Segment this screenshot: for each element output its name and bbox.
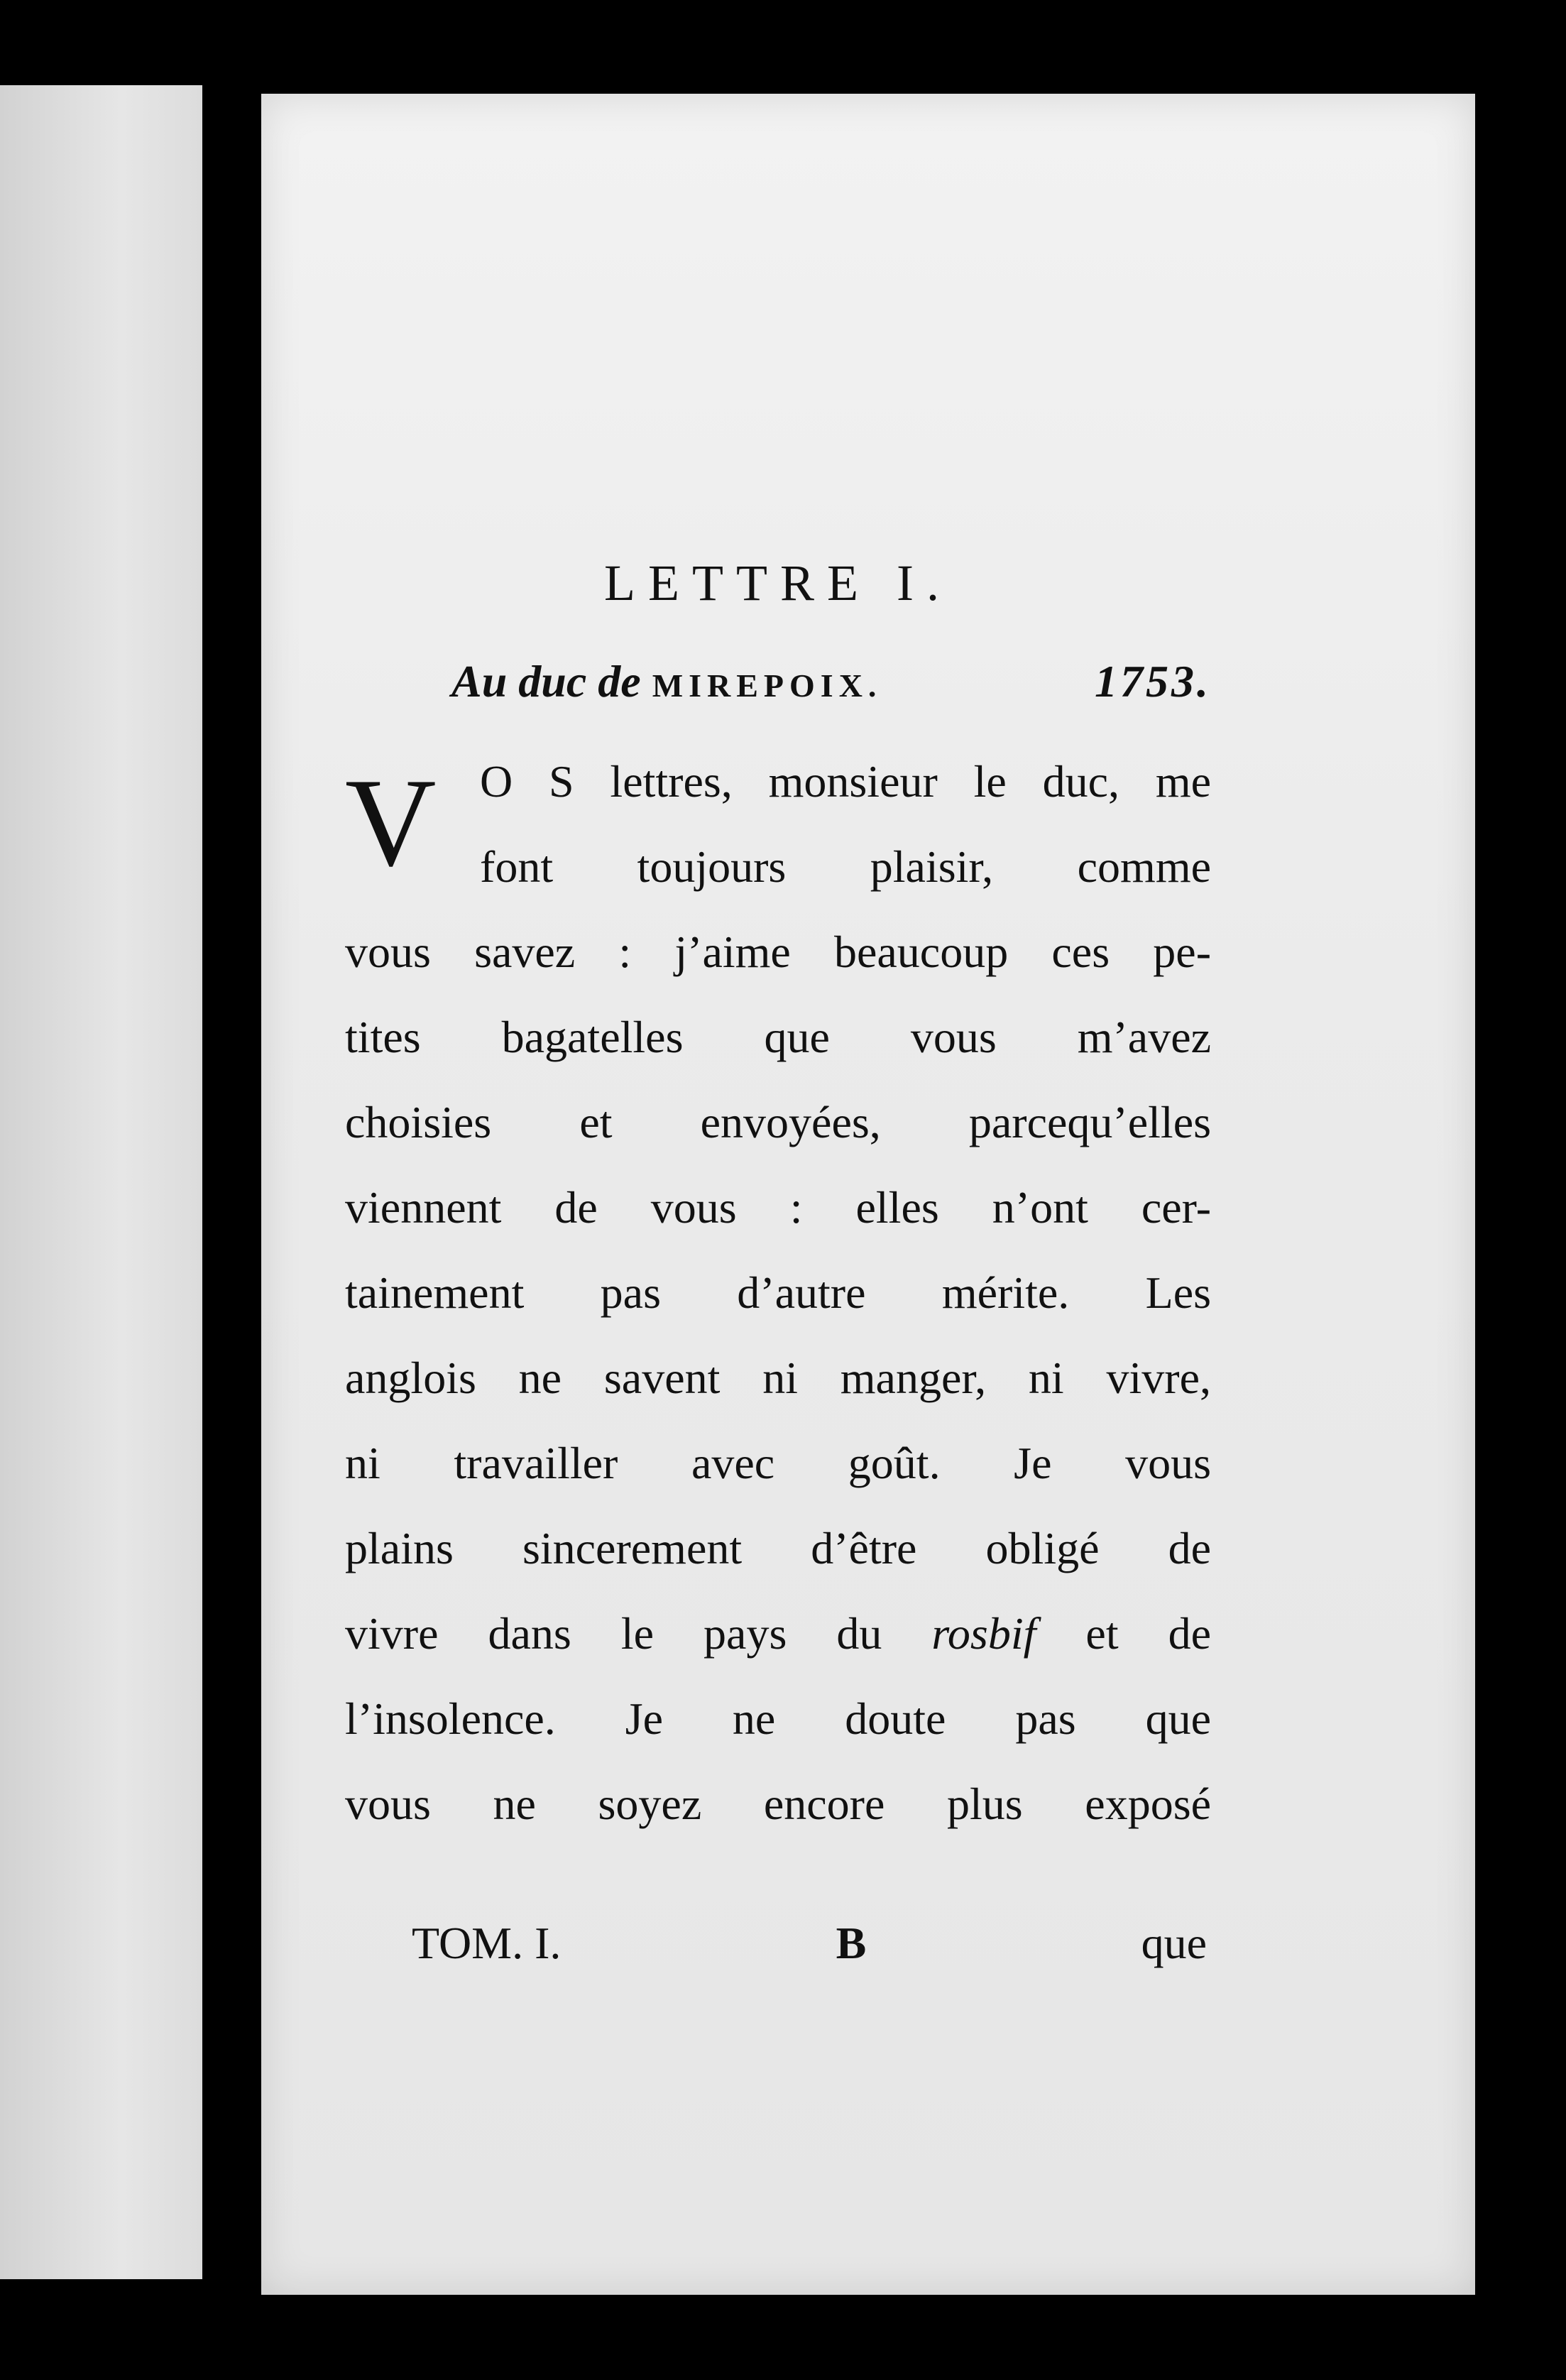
text-line: vous savez : j’aime beaucoup ces pe- — [345, 927, 1211, 977]
text-segment: et de — [1085, 1608, 1212, 1659]
catchword: que — [1141, 1918, 1207, 1968]
text-line: anglois ne savent ni manger, ni vivre, — [345, 1353, 1211, 1403]
letter-title: LETTRE I. — [604, 555, 952, 611]
letter-text-block — [345, 554, 1211, 1847]
text-line: tites bagatelles que vous m’avez — [345, 1012, 1211, 1062]
text-line: font toujours plaisir, comme — [480, 841, 1211, 892]
recipient-name: MIREPOIX. — [652, 667, 882, 704]
letter-year: 1753. — [1095, 656, 1211, 706]
text-line: tainement pas d’autre mérite. Les — [345, 1267, 1211, 1318]
signature-mark: B — [836, 1918, 867, 1968]
facing-page-edge — [0, 85, 202, 2279]
salutation — [451, 655, 882, 708]
text-line: vous ne soyez encore plus exposé — [345, 1779, 1211, 1829]
letter-body — [345, 739, 1211, 1847]
text-segment: vivre dans le pays du — [345, 1608, 882, 1659]
text-line: plains sincerement d’être obligé de — [345, 1523, 1211, 1573]
text-line: viennent de vous : elles n’ont cer- — [345, 1182, 1211, 1233]
salutation-line — [451, 655, 1211, 708]
text-line: ni travailler avec goût. Je vous — [345, 1438, 1211, 1488]
text-line: l’insolence. Je ne doute pas que — [345, 1693, 1211, 1744]
page-footer — [412, 1917, 1207, 1970]
salutation-prefix: Au duc de — [451, 656, 641, 706]
text-line: choisies et envoyées, parcequ’elles — [345, 1097, 1211, 1147]
italic-word: rosbif — [931, 1608, 1036, 1659]
text-line: O S lettres, monsieur le duc, me — [480, 756, 1211, 807]
volume-label: TOM. I. — [412, 1918, 562, 1968]
text-line-rosbif — [345, 1591, 1211, 1676]
drop-cap: V — [345, 752, 437, 892]
